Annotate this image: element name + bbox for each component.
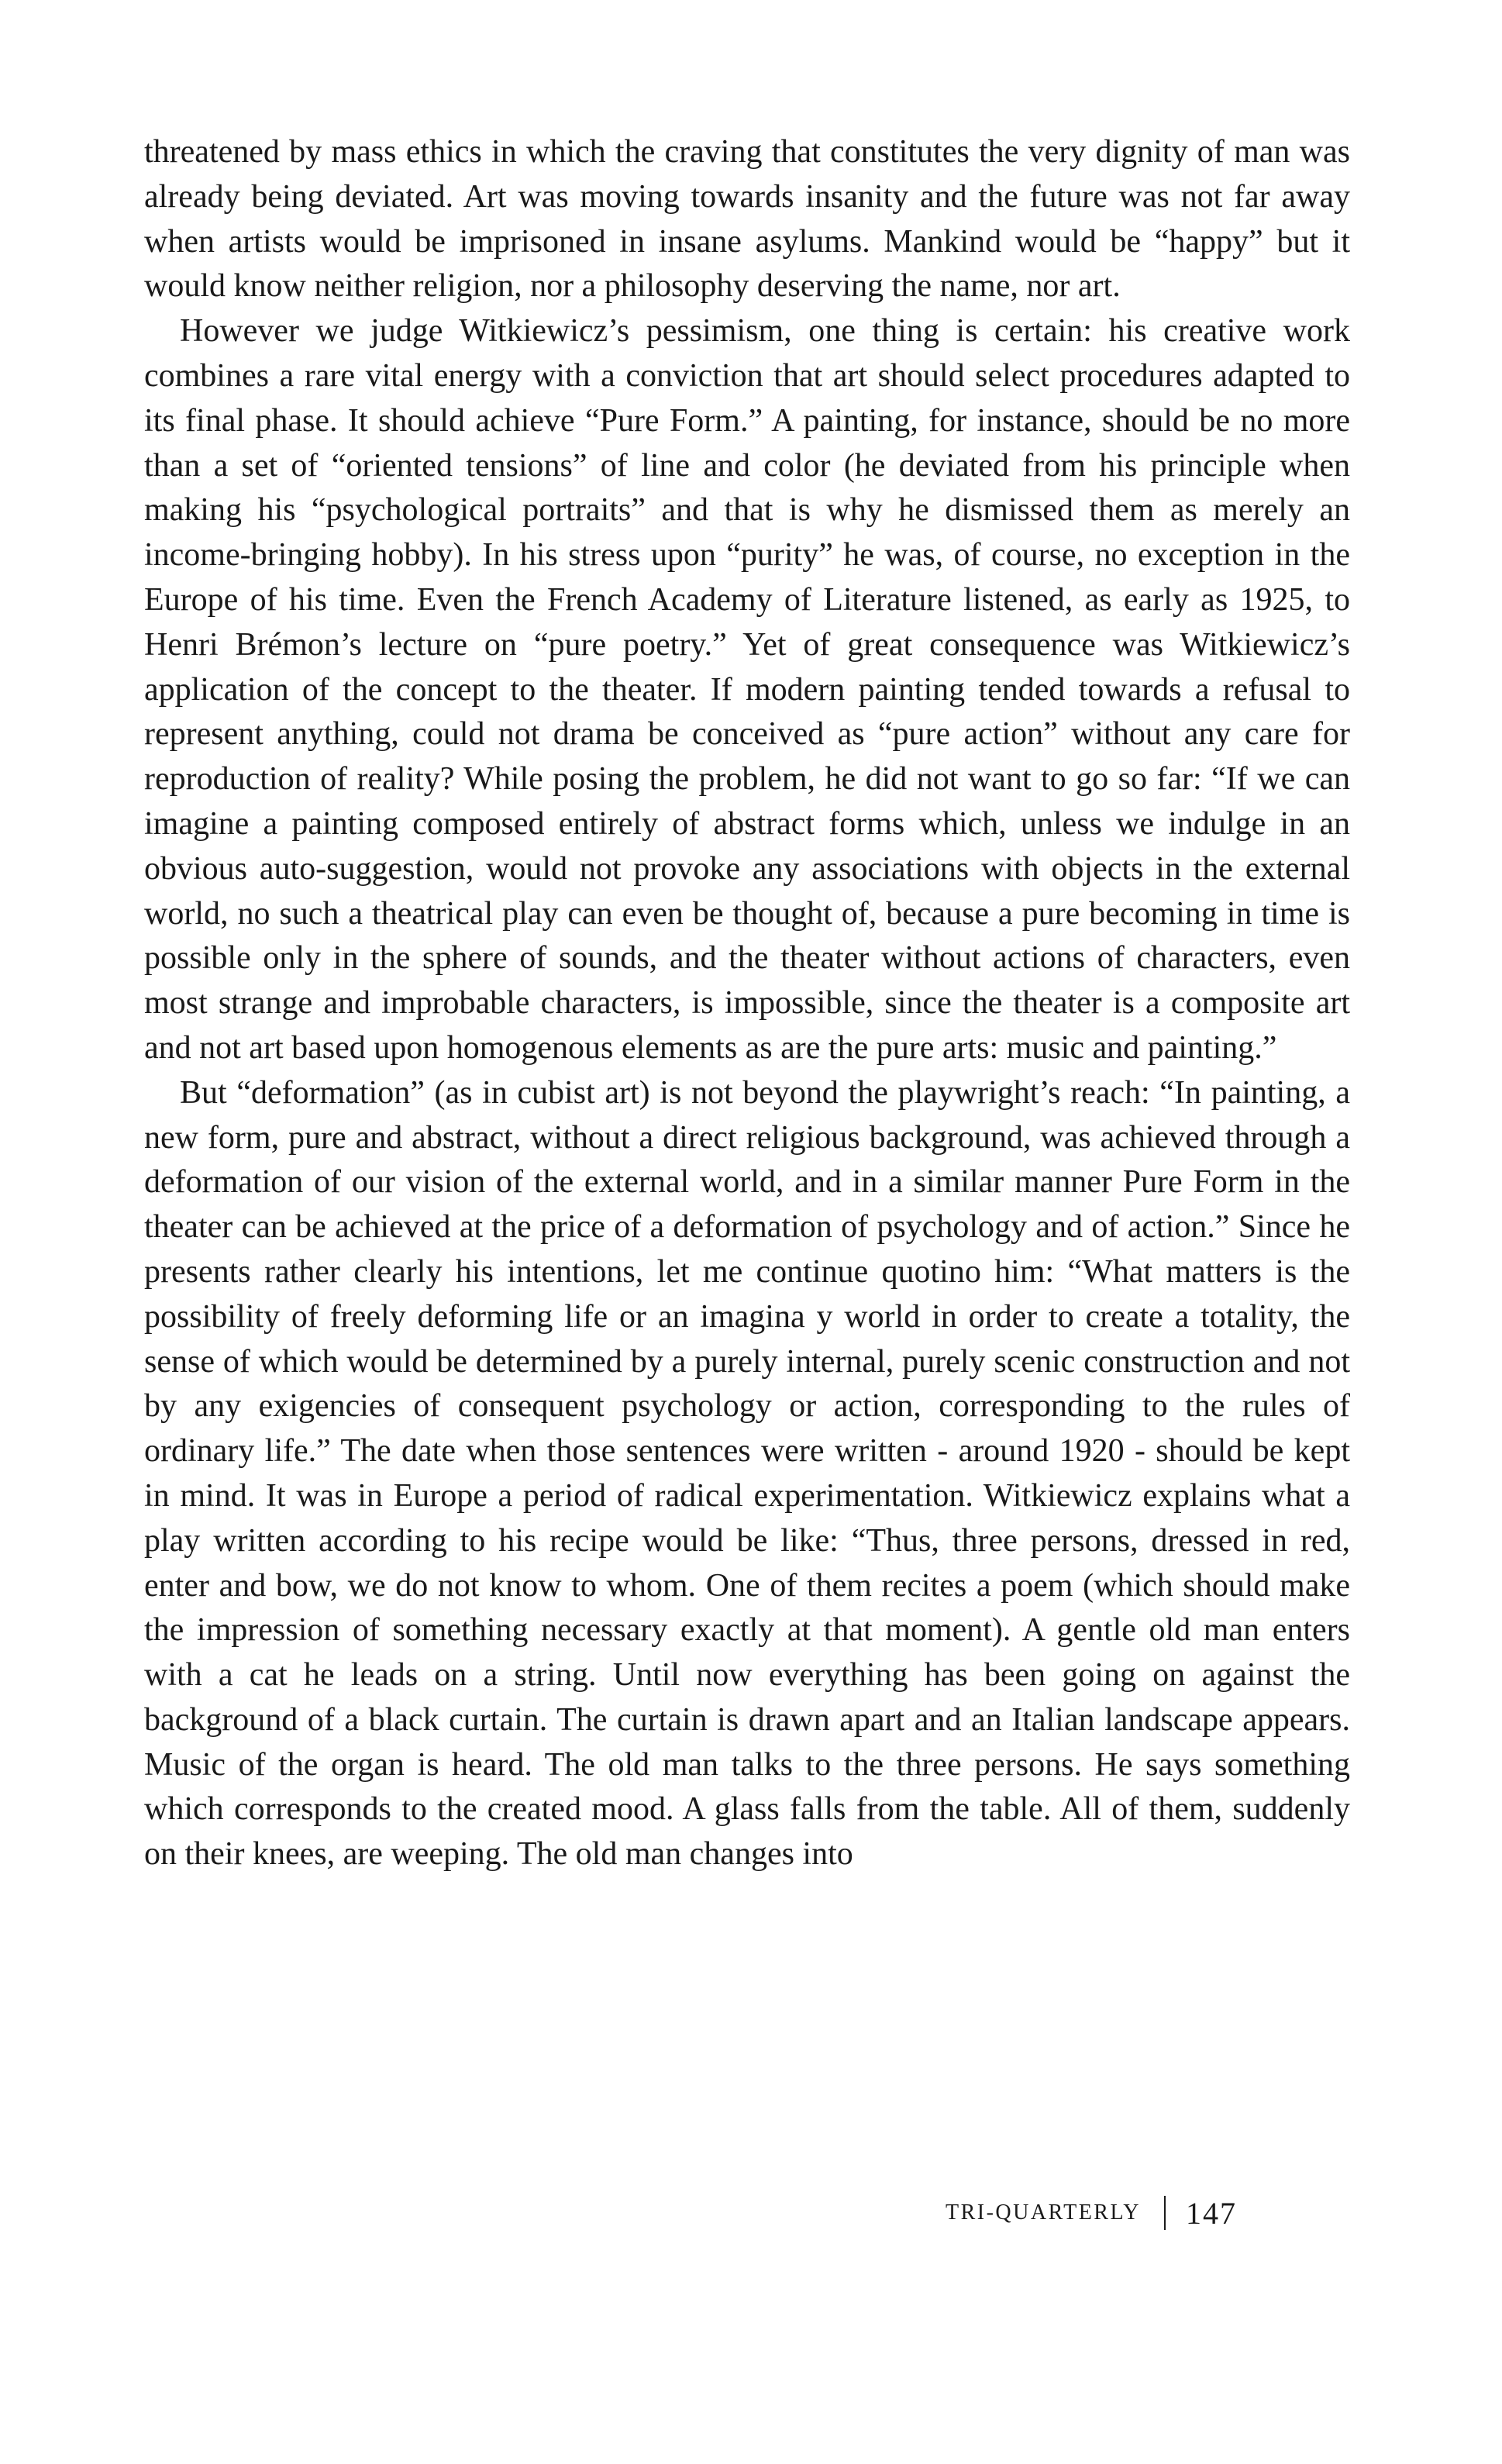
page-number: 147 bbox=[1186, 2195, 1237, 2231]
paragraph-continued: threatened by mass ethics in which the craving that constitutes the very dignity of man was already being deviated. Art was moving towards insanity and the future was not far away when artists would be imprisoned in insane asylums. Mankind would be “happy” but it would know neither religion, nor a philosophy deserving the name, nor art. bbox=[144, 134, 1350, 305]
paragraph-deformation: But “deformation” (as in cubist art) is not beyond the playwright’s reach: “In painting, a new form, pure and abstract, without a direct religious background, was achieved through a deformation of our vision of the external world, and in a similar manner Pure Form in the theater can be achieved at the price of a deformation of psychology and of action.” Since he presents rather clearly his intentions, let me continue quotino him: “What matters is the possibility of freely deforming life or an imagina y world in order to create a totality, the sense of which would be determined by a purely internal, purely scenic construction and not by any exigencies of consequent psychology or action, corresponding to the rules of ordinary life.” The date when those sentences were written - around 1920 - should be kept in mind. It was in Europe a period of radical experimentation. Witkiewicz explains what a play written according to his recipe would be like: “Thus, three persons, dressed in red, enter and bow, we do not know to whom. One of them recites a poem (which should make the impression of something necessary exactly at that moment). A gentle old man enters with a cat he leads on a string. Until now everything has been going on against the background of a black curtain. The curtain is drawn apart and an Italian landscape appears. Music of the organ is heard. The old man talks to the three persons. He says something which corresponds to the created mood. A glass falls from the table. All of them, suddenly on their knees, are weeping. The old man changes into bbox=[144, 1074, 1350, 1873]
footer-separator bbox=[1164, 2196, 1166, 2230]
page-footer bbox=[946, 2193, 1271, 2232]
paragraph-witkiewicz-pessimism: However we judge Witkiewicz’s pessimism, one thing is certain: his creative work combines a rare vital energy with a conviction that art should select procedures adapted to its final phase. It should achieve “Pure Form.” A painting, for instance, should be no more than a set of “oriented tensions” of line and color (he deviated from his principle when making his “psychological portraits” and that is why he dismissed them as merely an income-bringing hobby). In his stress upon “purity” he was, of course, no exception in the Europe of his time. Even the French Academy of Literature listened, as early as 1925, to Henri Brémon’s lecture on “pure poetry.” Yet of great consequence was Witkiewicz’s application of the concept to the theater. If modern painting tended towards a refusal to represent anything, could not drama be conceived as “pure action” without any care for reproduction of reality? While posing the problem, he did not want to go so far: “If we can imagine a painting composed entirely of abstract forms which, unless we indulge in an obvious auto-suggestion, would not provoke any associations with objects in the external world, no such a theatrical play can even be thought of, because a pure becoming in time is possible only in the sphere of sounds, and the theater without actions of characters, even most strange and improbable characters, is impossible, since the theater is a composite art and not art based upon homogenous elements as are the pure arts: music and painting.” bbox=[144, 313, 1350, 1066]
body-text bbox=[144, 130, 1350, 1877]
running-title: TRI-QUARTERLY bbox=[946, 2200, 1141, 2224]
